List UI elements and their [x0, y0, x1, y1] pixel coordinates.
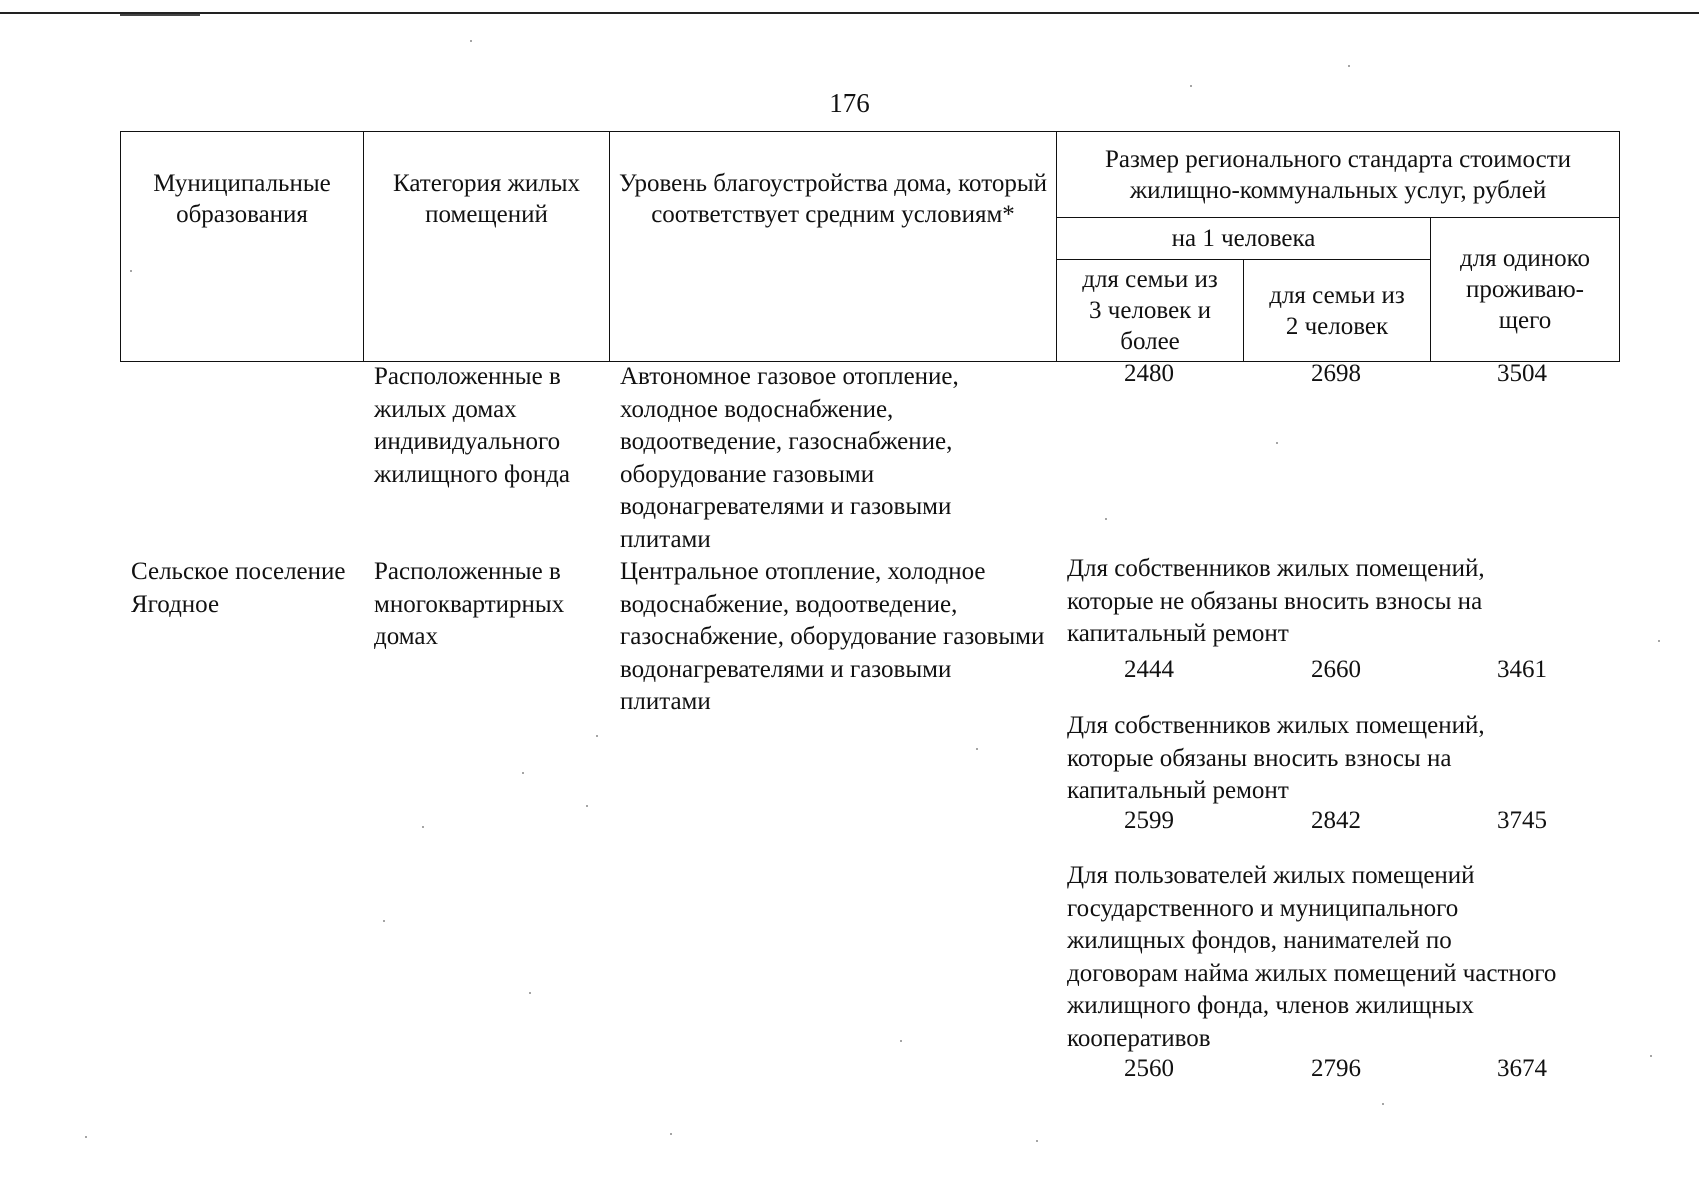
group3-note: Для пользователей жилых помещений государственного и муниципального жилищных фондов, нанимателей по договорам найма жилых помещений частного жилищного фонда, членов жилищных кооперативов — [1067, 862, 1557, 1052]
group3-value-family2: 2796 — [1311, 1055, 1361, 1082]
scan-speck — [422, 826, 424, 828]
group1-value-family2: 2660 — [1311, 656, 1361, 683]
scan-speck — [1348, 65, 1350, 67]
header-family2-line-1: для семьи из — [1269, 281, 1405, 309]
header-family2-line-2: 2 человек — [1285, 312, 1389, 340]
header-single-line-3: щего — [1498, 307, 1552, 334]
row2-municipality: Сельское поселение Ягодное — [131, 558, 346, 618]
scan-border-stub — [120, 14, 200, 16]
table-header — [120, 131, 1620, 362]
scan-speck — [85, 1136, 87, 1138]
scan-speck — [529, 992, 531, 994]
group2-value-family3: 2599 — [1124, 807, 1174, 834]
scan-speck — [1190, 85, 1192, 87]
header-improvement-level — [610, 132, 1057, 362]
scan-speck — [586, 805, 588, 807]
header-family-3 — [1057, 260, 1244, 362]
scan-speck — [1105, 518, 1107, 520]
header-municipalities: Муниципальные образования — [121, 132, 364, 362]
header-category: Категория жилых помещений — [364, 132, 610, 362]
scan-speck — [470, 40, 472, 42]
group3-value-family3: 2560 — [1124, 1055, 1174, 1082]
header-single-line-2: проживаю- — [1466, 276, 1584, 303]
header-family-2 — [1244, 260, 1431, 362]
group1-value-single: 3461 — [1497, 656, 1547, 683]
row1-improvement-level: Автономное газовое отопление, холодное водоснабжение, водоотведение, газоснабжение, оборудование газовыми водонагревателями и газовыми плитами — [620, 363, 959, 553]
scan-speck — [976, 748, 978, 750]
scan-speck — [522, 772, 524, 774]
scan-speck — [1276, 442, 1278, 444]
group1-note: Для собственников жилых помещений, которые не обязаны вносить взносы на капитальный ремонт — [1067, 555, 1485, 647]
scan-speck — [670, 1133, 672, 1135]
scan-speck — [1658, 640, 1660, 642]
scan-speck — [383, 920, 385, 922]
scan-speck — [1382, 1103, 1384, 1105]
group3-value-single: 3674 — [1497, 1055, 1547, 1082]
scan-speck — [1650, 1055, 1652, 1057]
page-number: 176 — [829, 88, 870, 118]
row1-value-family2: 2698 — [1311, 360, 1361, 387]
header-per-person: на 1 человека — [1057, 218, 1431, 260]
row1-category: Расположенные в жилых домах индивидуального жилищного фонда — [374, 363, 570, 488]
header-single-line-1: для одиноко — [1459, 245, 1591, 272]
row1-value-family3: 2480 — [1124, 360, 1174, 387]
scan-speck — [596, 735, 598, 737]
row2-improvement-level: Центральное отопление, холодное водоснабжение, водоотведение, газоснабжение, оборудование газовыми водонагревателями и газовыми плитами — [620, 558, 1045, 715]
row1-value-single: 3504 — [1497, 360, 1547, 387]
group2-note: Для собственников жилых помещений, которые обязаны вносить взносы на капитальный ремонт — [1067, 712, 1485, 804]
row2-category: Расположенные в многоквартирных домах — [374, 558, 565, 650]
header-level-line-2: соответствует средним условиям* — [651, 201, 1015, 228]
header-level-line-1: Уровень благоустройства дома, который — [619, 170, 1047, 197]
group2-value-single: 3745 — [1497, 807, 1547, 834]
scan-speck — [130, 270, 132, 272]
group2-value-family2: 2842 — [1311, 807, 1361, 834]
scan-speck — [1036, 1140, 1038, 1142]
header-family3-line-2: 3 человек и — [1089, 297, 1211, 324]
header-family3-line-3: более — [1120, 328, 1180, 355]
header-family3-line-1: для семьи из — [1082, 266, 1218, 293]
group1-value-family3: 2444 — [1124, 656, 1174, 683]
scan-speck — [900, 1040, 902, 1042]
header-single-resident — [1431, 218, 1620, 362]
scan-border-line — [0, 12, 1699, 14]
header-standard-size: Размер регионального стандарта стоимости жилищно-коммунальных услуг, рублей — [1057, 132, 1620, 218]
